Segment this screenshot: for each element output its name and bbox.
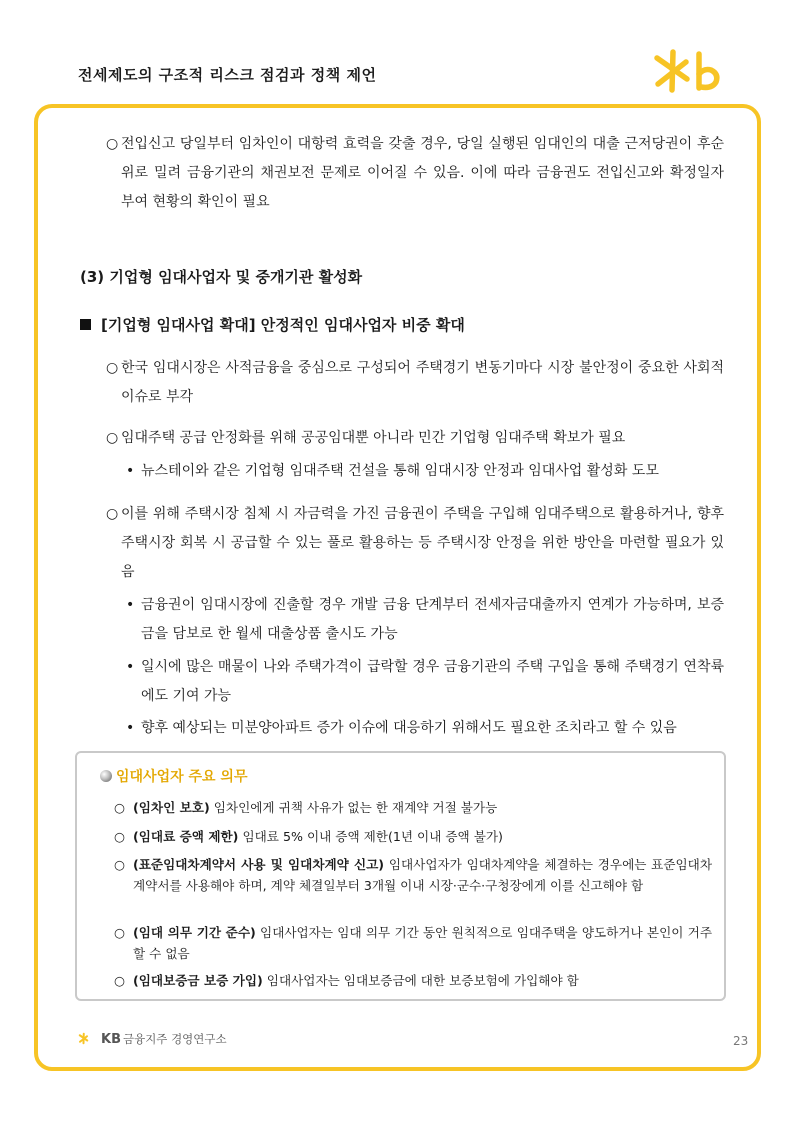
obligation-label: (임차인 보호) — [133, 800, 210, 815]
obligation-text: 임대사업자가 임대차계약을 체결하는 경우에는 표준임대차계약서를 사용해야 하며, 계약 체결일부터 3개월 이내 시장·군수·구청장에게 이를 신고해야 함 — [133, 857, 713, 893]
obligation-text: 임대사업자는 임대보증금에 대한 보증보험에 가입해야 함 — [262, 973, 579, 988]
obligation-text: 임차인에게 귀책 사유가 없는 한 재계약 거절 불가능 — [209, 800, 498, 815]
page-header-title: 전세제도의 구조적 리스크 점검과 정책 제언 — [78, 66, 377, 84]
bulb-icon — [100, 770, 112, 782]
obligation-label: (임대 의무 기간 준수) — [133, 925, 256, 940]
footer-logo-org: 금융지주 경영연구소 — [122, 1032, 227, 1046]
dot-bullet: • — [126, 463, 135, 479]
subheading — [80, 314, 465, 335]
obligation-text: 임대사업자는 임대 의무 기간 동안 원칙적으로 임대주택을 양도하거나 본인이 거주할 수 없음 — [133, 925, 712, 961]
section-heading: (3) 기업형 임대사업자 및 중개기관 활성화 — [80, 268, 363, 286]
obligation-label: (임대보증금 보증 가입) — [133, 973, 263, 988]
paragraph-2-sub — [126, 457, 724, 486]
paragraph-3 — [106, 500, 724, 587]
circle-bullet: ○ — [114, 800, 125, 815]
obligation-text: 임대료 5% 이내 증액 제한(1년 이내 증액 불가) — [238, 829, 503, 844]
intro-text: 전입신고 당일부터 임차인이 대항력 효력을 갖출 경우, 당일 실행된 임대인의 대출 근저당권이 후순위로 밀려 금융기관의 채권보전 문제로 이어질 수 있음. 이에 따라 금융권도 전입신고와 확정일자 부여 현황의 확인이 필요 — [121, 136, 724, 210]
obligation-item-4 — [114, 922, 712, 964]
circle-bullet: ○ — [114, 857, 125, 872]
obligation-label: (표준임대차계약서 사용 및 임대차계약 신고) — [133, 857, 385, 872]
paragraph-text: 금융권이 임대시장에 진출할 경우 개발 금융 단계부터 전세자금대출까지 연계가 가능하며, 보증금을 담보로 한 월세 대출상품 출시도 가능 — [141, 597, 724, 642]
paragraph-text: 임대주택 공급 안정화를 위해 공공임대뿐 아니라 민간 기업형 임대주택 확보가 필요 — [121, 430, 626, 446]
dot-bullet: • — [126, 720, 135, 736]
dot-bullet: • — [126, 597, 135, 613]
intro-paragraph — [106, 130, 724, 217]
paragraph-text: 일시에 많은 매물이 나와 주택가격이 급락할 경우 금융기관의 주택 구입을 통해 주택경기 연착륙에도 기여 가능 — [141, 659, 724, 704]
kb-star-logo-icon — [650, 46, 730, 100]
kb-star-small-icon — [78, 1032, 98, 1046]
circle-bullet: ○ — [106, 430, 119, 446]
paragraph-3-sub-3 — [126, 714, 724, 743]
paragraph-3-sub-2 — [126, 653, 724, 711]
obligations-box-title — [100, 766, 247, 786]
square-bullet-icon — [80, 319, 91, 330]
circle-bullet: ○ — [114, 925, 125, 940]
circle-bullet: ○ — [106, 136, 119, 152]
paragraph-3-sub-1 — [126, 591, 724, 649]
circle-bullet: ○ — [114, 973, 125, 988]
dot-bullet: • — [126, 659, 135, 675]
paragraph-1 — [106, 354, 724, 412]
paragraph-text: 이를 위해 주택시장 침체 시 자금력을 가진 금융권이 주택을 구입해 임대주택으로 활용하거나, 향후 주택시장 회복 시 공급할 수 있는 풀로 활용하는 등 주택시장 안정을 위한 방안을 마련할 필요가 있음 — [121, 506, 724, 580]
obligation-item-2 — [114, 826, 712, 847]
footer-logo-kb: KB — [101, 1031, 121, 1047]
obligation-item-5 — [114, 970, 712, 991]
subheading-text: [기업형 임대사업 확대] 안정적인 임대사업자 비중 확대 — [101, 316, 465, 334]
paragraph-text: 한국 임대시장은 사적금융을 중심으로 구성되어 주택경기 변동기마다 시장 불안정이 중요한 사회적 이슈로 부각 — [121, 360, 724, 405]
page-number: 23 — [733, 1034, 749, 1048]
obligation-item-3 — [114, 854, 712, 896]
obligation-label: (임대료 증액 제한) — [133, 829, 239, 844]
obligation-item-1 — [114, 797, 712, 818]
paragraph-text: 향후 예상되는 미분양아파트 증가 이슈에 대응하기 위해서도 필요한 조치라고 할 수 있음 — [141, 720, 677, 736]
circle-bullet: ○ — [114, 829, 125, 844]
paragraph-text: 뉴스테이와 같은 기업형 임대주택 건설을 통해 임대시장 안정과 임대사업 활성화 도모 — [141, 463, 659, 479]
circle-bullet: ○ — [106, 360, 119, 376]
circle-bullet: ○ — [106, 506, 119, 522]
box-title-text: 임대사업자 주요 의무 — [116, 769, 248, 785]
footer-logo — [78, 1031, 227, 1047]
paragraph-2 — [106, 424, 724, 453]
